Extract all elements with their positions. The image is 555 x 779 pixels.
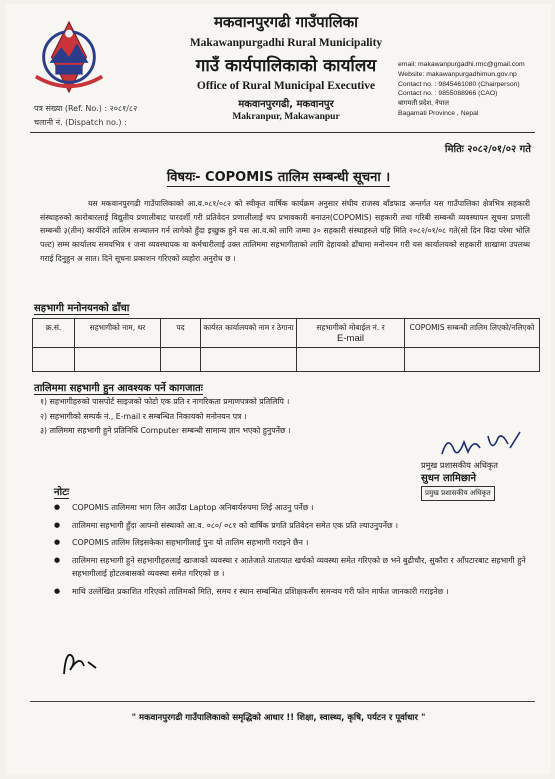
email-text: email: makawanpurgadhi.rmc@gmail.com — [398, 61, 525, 68]
list-item: ● तालिममा सहभागी हुने सहभागीहरुलाई खाजाको व्यवस्था र आतेजाते यातायात खर्चको व्यवस्था समेत गरिएको छ भने बुढीचौर, सुकौरा र आँपटारबाट सहभागी हुने सहभागीलाई होटलबासको व्यवस्था समेत गरिएको छ । — [62, 554, 536, 581]
office-name-np: गाउँ कार्यपालिकाको कार्यालय — [195, 56, 377, 76]
col-name: सहभागीको नाम, थर — [75, 319, 161, 348]
col-mobile-label: सहभागीको मोबाईल नं. र — [316, 323, 385, 332]
province-en-text: Bagamati Province , Nepal — [398, 109, 479, 117]
nomination-table — [32, 318, 540, 372]
document-page — [6, 4, 551, 774]
list-item: ● COPOMIS तालिममा भाग लिन आउँदा Laptop अनिवार्यरुपमा लिई आउनु पर्नेछ । — [62, 501, 536, 515]
documents-list — [40, 395, 291, 439]
contact-info — [398, 60, 548, 119]
table-cell — [161, 348, 201, 372]
website-text: Website: makawanpurgadhimun.gov.np — [398, 70, 517, 78]
ref-no: पत्र संख्या (Ref. No.) : २०८१/८२ — [34, 104, 138, 113]
dispatch-no: चलानी नं. (Dispatch no.) : — [34, 118, 127, 127]
documents-title — [34, 380, 203, 394]
signature-image — [438, 424, 528, 464]
letter-date: मितिः २०८२/०१/०२ गते — [444, 144, 531, 155]
col-post: पद — [161, 319, 201, 348]
nomination-title-text: सहभागी मनोनयनको ढाँचा — [34, 303, 130, 314]
reference-block — [34, 102, 137, 130]
col-email-label: E-mail — [337, 333, 364, 344]
footer-slogan: " मकवानपुरगढी गाउँपालिकाको समृद्धिको आधार !! शिक्षा, स्वास्थ्य, कृषि, पर्यटन र पूर्वाधार " — [131, 713, 426, 723]
col-sn: क्र.सं. — [33, 319, 75, 348]
office-address-en: Makranpur, Makawanpur — [232, 112, 340, 122]
list-item: ● माथि उल्लेखित प्रकाशित गरिएको तालिमको मिति, समय र स्थान सम्बन्धित प्रशिक्षकसँग समन्वय गरी फोन मार्फत जानकारी गराइनेछ । — [62, 585, 536, 599]
letter-body: यस मकवानपुरगढी गाउँपालिकाको आ.व.०८१/०८२ को स्वीकृत वार्षिक कार्यक्रम अनुसार संघीय राजस्व बाँडफाड अन्तर्गत यस गाउँपालिका क्षेत्रभित्र सहकारी संस्थाहरुको कारोबारलाई विद्युतीय प्रणालीबाट पारदर्शी गरी प्रतिवेदन प्रणालीलाई थप प्रभावकारी बनाउन(COPOMIS) सहकारी तथा गरिबी सम्बन्धी व्यवस्थापन सूचना प्रणाली सम्बन्धी ३(तीन) कार्यदिने तालिम सञ्चालन गर्न लागेको हुँदा इच्छुक हुने यस आ.व.को लागि जम्मा ३० सहकारी संस्थाहरुले यहि मिति २०८२/०१/०८ गते(सो दिन विदा परेमा भोलि पल्ट) सम्म कार्यालय समयभित्र १ जना व्यवस्थापक वा कर्मचारीलाई उक्त तालिममा सहभागीताको लागि देहायको ढाँचामा मनोनयन गरी यस कार्यालयको सहकारी शाखामा उपलब्ध गराई दिनुहुन अ सात। दिने सूचना प्रकाशन गरिएको व्यहोरा अनुरोध छ । — [40, 199, 530, 263]
contact-cao-text: Contact no. : 9855088966 (CAO) — [398, 90, 498, 98]
table-cell — [297, 348, 405, 372]
province-np-text: बागमती प्रदेश, नेपाल — [398, 100, 449, 108]
municipality-name-np: मकवानपुरगढी गाउँपालिका — [213, 13, 359, 31]
notes-title — [54, 484, 69, 498]
documents-title-text: तालिममा सहभागी हुन आवश्यक पर्ने कागजातः — [34, 383, 203, 394]
footer-divider — [30, 701, 535, 702]
table-cell — [33, 348, 75, 372]
subject-text: विषयः- COPOMIS तालिम सम्बन्धी सूचना । — [166, 170, 391, 185]
nomination-title — [34, 300, 129, 314]
office-header — [136, 12, 436, 122]
col-office: कार्यरत कार्यालयको नाम र ठेगाना — [201, 319, 297, 348]
office-name-en: Office of Rural Municipal Executive — [196, 80, 376, 92]
table-cell — [75, 348, 161, 372]
col-contact — [297, 319, 405, 348]
list-item: ● COPOMIS तालिम लिइसकेका सहभागीलाई पुनः यो तालिम सहभागी गराइने छैन । — [62, 536, 536, 550]
signatory-stamp: प्रमुख प्रशासकीय अधिकृत — [421, 486, 495, 501]
signatory-name: सुधन लामिछाने — [421, 473, 477, 484]
col-training: COPOMIS सम्बन्धी तालिम लिएको/नलिएको — [405, 319, 540, 348]
notes-list — [62, 501, 536, 602]
letter-subject — [6, 167, 551, 185]
table-cell — [201, 348, 297, 372]
table-header-row — [33, 319, 540, 348]
table-row — [33, 348, 540, 372]
list-item: ● तालिममा सहभागी हुँदा आफ्नो संस्थाको आ.व. ०८०/ ०८१ को वार्षिक प्रगति प्रतिवेदन समेत एक प्रति ल्याउनुपर्नेछ । — [62, 519, 536, 533]
office-address-np: मकवानपुरगढी, मकवानपुर — [238, 99, 334, 110]
header-divider — [30, 132, 535, 133]
initials-signature — [58, 644, 104, 680]
municipality-name-en: Makawanpurgadhi Rural Municipality — [189, 37, 383, 49]
government-emblem-logo — [30, 18, 108, 96]
contact-chair-text: Contact no. : 9845461080 (Chairperson) — [398, 80, 520, 88]
list-item: १) सहभागीहरुको पासपोर्ट साइजको फोटो एक प्रति र नागरिकता प्रमाणपत्रको प्रतिलिपि । — [40, 397, 290, 406]
list-item: ३) तालिममा सहभागी हुने प्रतिनिधि Computer सम्बन्धी सामान्य ज्ञान भएको हुनुपर्नेछ । — [40, 426, 291, 435]
notes-title-text: नोटः — [54, 487, 70, 498]
signatory-designation: प्रमुख प्रशासकीय अधिकृत — [421, 460, 498, 470]
signatory-block — [421, 459, 498, 501]
table-cell — [405, 348, 540, 372]
list-item: २) सहभागीको सम्पर्क नं., E-mail र सम्बन्धित निकायको मनोनयन पत्र । — [40, 411, 247, 421]
